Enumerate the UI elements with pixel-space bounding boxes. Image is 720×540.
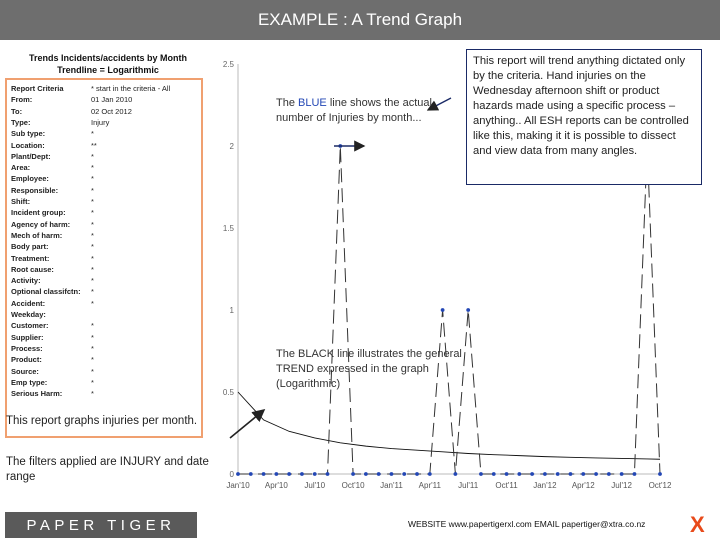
criteria-value: *: [91, 332, 94, 342]
x-tick-label: Jan'10: [226, 481, 250, 490]
criteria-row: [11, 241, 201, 252]
injury-point: [428, 472, 432, 476]
criteria-row: [11, 320, 201, 331]
slide-title: [0, 0, 720, 40]
criteria-value: *: [91, 366, 94, 376]
criteria-value: *: [91, 174, 94, 184]
criteria-label: To:: [11, 106, 23, 116]
criteria-label: Sub type:: [11, 129, 46, 139]
footer: [0, 510, 720, 540]
injury-point: [633, 472, 637, 476]
criteria-label: Mech of harm:: [11, 230, 63, 240]
criteria-value: *: [91, 389, 94, 399]
injury-point: [300, 472, 304, 476]
injury-point: [607, 472, 611, 476]
criteria-label: Serious Harm:: [11, 389, 63, 399]
y-tick-label: 1: [229, 306, 234, 315]
criteria-label: Accident:: [11, 298, 46, 308]
injury-point: [249, 472, 253, 476]
criteria-row: [11, 83, 201, 94]
note-graphs: This report graphs injuries per month.: [6, 415, 198, 427]
injury-point: [517, 472, 521, 476]
criteria-row: [11, 207, 201, 218]
criteria-value: Injury: [91, 117, 110, 127]
injury-point: [274, 472, 278, 476]
criteria-value: *: [91, 264, 94, 274]
criteria-row: [11, 185, 201, 196]
criteria-label: Plant/Dept:: [11, 151, 51, 161]
x-tick-label: Apr'11: [418, 481, 441, 490]
criteria-value: 02 Oct 2012: [91, 106, 132, 116]
criteria-value: *: [91, 197, 94, 206]
criteria-row: [11, 275, 201, 286]
criteria-label: Report Criteria: [11, 84, 64, 93]
report-panel: [0, 44, 232, 504]
criteria-row: [11, 264, 201, 275]
criteria-label: Process:: [11, 343, 43, 353]
injury-point: [543, 472, 547, 476]
brand-banner: PAPER TIGER: [5, 512, 197, 538]
injury-point: [620, 472, 624, 476]
criteria-label: Activity:: [11, 276, 41, 286]
injury-series: [236, 144, 662, 476]
criteria-row: [11, 94, 201, 105]
criteria-label: Weekday:: [11, 310, 46, 319]
arrow-trend-line: [230, 410, 264, 438]
callout-box: This report will trend anything dictated only by the criteria. Hand injuries on the Wednesday afternoon shift or product hazards made using a specific process – anything.. All ESH reports can be controlled like this, making it it is possible to dissect and view data from many angles.: [466, 49, 702, 185]
criteria-box: [5, 78, 203, 438]
injury-point: [530, 472, 534, 476]
injury-point: [466, 308, 470, 312]
injury-point: [569, 472, 573, 476]
criteria-label: Area:: [11, 163, 31, 173]
criteria-value: * start in the criteria - All: [91, 84, 171, 93]
criteria-label: Incident group:: [11, 208, 66, 218]
injury-point: [505, 472, 509, 476]
criteria-label: Customer:: [11, 321, 49, 331]
criteria-row: [11, 332, 201, 343]
y-tick-label: 0: [229, 470, 234, 479]
criteria-label: Agency of harm:: [11, 219, 71, 229]
injury-point: [236, 472, 240, 476]
criteria-value: *: [91, 230, 94, 240]
injury-point: [313, 472, 317, 476]
criteria-value: *: [91, 355, 94, 365]
criteria-row: [11, 117, 201, 128]
injury-point: [262, 472, 266, 476]
x-tick-label: Oct'11: [495, 481, 518, 490]
slide-title-text: EXAMPLE : A Trend Graph: [257, 10, 463, 29]
x-tick-label: Apr'10: [264, 481, 288, 490]
criteria-value: *: [91, 377, 94, 387]
injury-point: [351, 472, 355, 476]
criteria-row: [11, 140, 201, 151]
injury-point: [441, 308, 445, 312]
criteria-row: [11, 151, 201, 162]
injury-point: [402, 472, 406, 476]
injury-point: [326, 472, 330, 476]
criteria-row: [11, 377, 201, 388]
criteria-label: Type:: [11, 117, 31, 127]
x-tick-label: Jul'10: [304, 481, 326, 490]
injury-point: [581, 472, 585, 476]
criteria-label: Supplier:: [11, 332, 44, 342]
injury-point: [453, 472, 457, 476]
criteria-label: Root cause:: [11, 264, 54, 274]
criteria-row: [11, 219, 201, 230]
criteria-row: [11, 253, 201, 264]
criteria-value: *: [91, 321, 94, 331]
criteria-value: *: [91, 219, 94, 229]
criteria-label: Source:: [11, 366, 39, 376]
y-tick-label: 2.5: [222, 60, 234, 69]
criteria-row: [11, 128, 201, 139]
trend-polyline: [238, 392, 660, 459]
criteria-value: *: [91, 129, 94, 139]
note-blue-line: [276, 96, 456, 126]
criteria-row: [11, 173, 201, 184]
criteria-value: *: [91, 298, 94, 308]
note-blue-prefix: The: [276, 97, 299, 109]
injury-point: [594, 472, 598, 476]
criteria-value: **: [91, 140, 97, 150]
x-tick-label: Jan'12: [533, 481, 557, 490]
criteria-label: Location:: [11, 140, 45, 150]
injury-point: [556, 472, 560, 476]
note-blue-word: BLUE: [298, 97, 327, 109]
criteria-value: *: [91, 343, 94, 353]
y-tick-label: 1.5: [222, 224, 234, 233]
criteria-value: *: [91, 163, 94, 173]
y-tick-label: 2: [229, 142, 234, 151]
note-filters: The filters applied are INJURY and date range: [6, 456, 209, 483]
brand-x-logo: X: [690, 512, 705, 537]
x-tick-label: Apr'12: [571, 481, 595, 490]
criteria-value: *: [91, 208, 94, 218]
report-title: Trends Incidents/accidents by Month: [28, 53, 188, 63]
criteria-value: 01 Jan 2010: [91, 95, 133, 105]
criteria-row: [11, 230, 201, 241]
criteria-label: Emp type:: [11, 377, 48, 387]
injury-point: [377, 472, 381, 476]
trend-line: [238, 392, 660, 459]
criteria-label: From:: [11, 95, 33, 105]
injury-point: [658, 472, 662, 476]
injury-point: [492, 472, 496, 476]
criteria-row: [11, 366, 201, 377]
criteria-label: Treatment:: [11, 253, 50, 263]
report-heading: [18, 52, 198, 76]
criteria-row: [11, 162, 201, 173]
criteria-value: *: [91, 276, 94, 286]
criteria-row: [11, 286, 201, 297]
injury-point: [364, 472, 368, 476]
note-black-line: The BLACK line illustrates the general TREND expressed in the graph (Logarithmic): [276, 348, 462, 390]
x-tick-label: Oct'12: [648, 481, 672, 490]
criteria-label: Employee:: [11, 174, 49, 184]
injury-point: [479, 472, 483, 476]
criteria-label: Product:: [11, 355, 42, 365]
x-tick-label: Jul'11: [458, 481, 479, 490]
injury-point: [287, 472, 291, 476]
contact-links: WEBSITE www.papertigerxl.com EMAIL papertiger@xtra.co.nz: [408, 519, 646, 529]
criteria-value: *: [91, 151, 94, 161]
criteria-row: [11, 298, 201, 309]
criteria-row: [11, 343, 201, 354]
injury-point: [415, 472, 419, 476]
criteria-label: Body part:: [11, 242, 49, 252]
criteria-row: [11, 196, 201, 207]
criteria-label: Optional classifctn:: [11, 287, 81, 297]
x-tick-label: Jan'11: [380, 481, 403, 490]
criteria-row: [11, 106, 201, 117]
criteria-value: *: [91, 287, 94, 297]
x-tick-label: Jul'12: [611, 481, 632, 490]
criteria-row: [11, 354, 201, 365]
injury-point: [390, 472, 394, 476]
report-subtitle: Trendline = Logarithmic: [57, 65, 159, 75]
injury-polyline: [238, 146, 660, 474]
x-tick-label: Oct'10: [341, 481, 365, 490]
y-tick-label: 0.5: [222, 388, 234, 397]
criteria-value: *: [91, 253, 94, 263]
criteria-label: Shift:: [11, 197, 31, 206]
criteria-row: [11, 309, 201, 320]
criteria-value: *: [91, 242, 94, 252]
criteria-row: [11, 388, 201, 399]
note-blue-suffix: line shows the actual number of Injuries by month...: [276, 97, 432, 124]
criteria-value: *: [91, 185, 94, 195]
criteria-label: Responsible:: [11, 185, 59, 195]
